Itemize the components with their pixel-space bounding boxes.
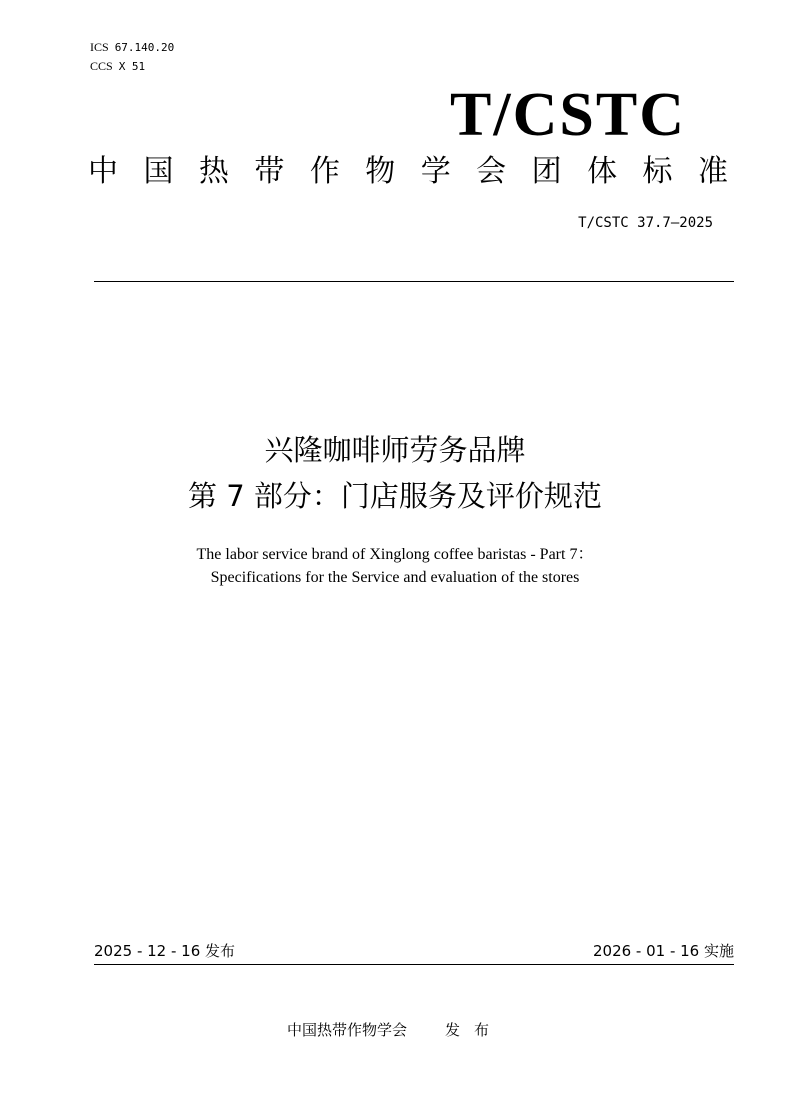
standard-logo: T/CSTC [450,81,686,149]
english-title-line-1: The labor service brand of Xinglong coffee baristas - Part 7： [196,546,594,563]
chinese-title-line-1: 兴隆咖啡师劳务品牌 [264,433,526,467]
ics-value: 67.140.20 [114,41,175,54]
implementation-date: 2026 - 01 - 16 实施 [592,942,734,960]
ccs-label: CCS [90,59,113,73]
standard-number: T/CSTC 37.7—2025 [578,215,713,231]
publisher-name: 中国热带作物学会 [287,1021,408,1039]
standard-type: 中国热带作物学会团体标准 [88,154,728,189]
ccs-value: X 51 [118,60,146,73]
english-title-line-2: Specifications for the Service and evaluation of the stores [210,569,580,586]
ics-label: ICS [90,40,109,54]
publisher-action: 发布 [445,1021,504,1039]
chinese-title-line-2: 第 7 部分：门店服务及评价规范 [188,479,602,513]
ccs-code [90,59,145,74]
bottom-divider [94,964,734,965]
publisher [287,1020,503,1040]
issue-date: 2025 - 12 - 16 发布 [94,942,236,960]
top-divider [94,281,734,282]
ics-code [90,40,174,55]
